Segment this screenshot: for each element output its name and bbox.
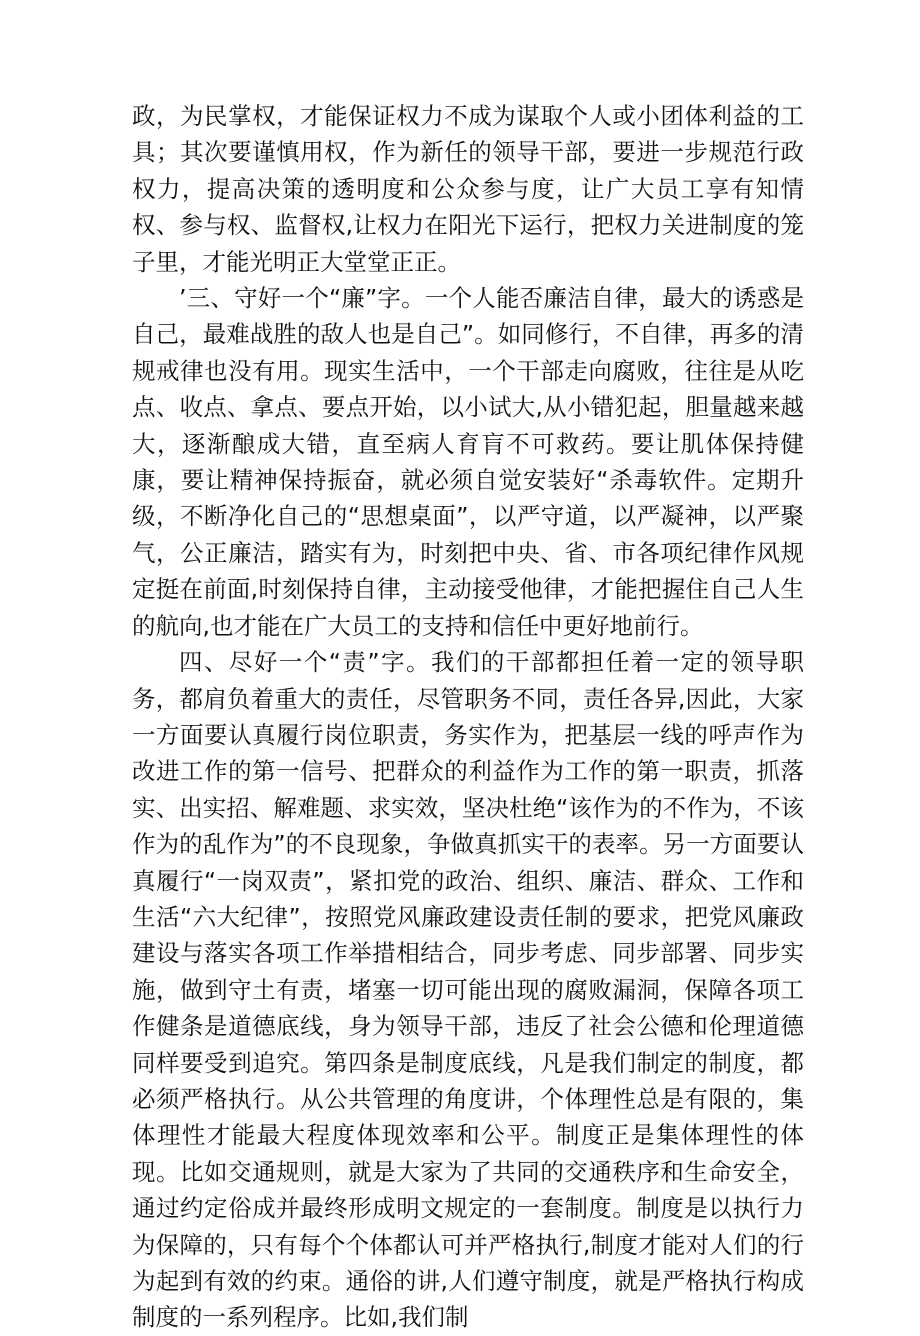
- document-body: [132, 98, 804, 1336]
- paragraph-1: 政，为民掌权，才能保证权力不成为谋取个人或小团体利益的工具；其次要谨慎用权，作为新任的领导干部，要进一步规范行政权力，提高决策的透明度和公众参与度，让广大员工享有知情权、参与权、监督权,让权力在阳光下运行，把权力关进制度的笼子里，才能光明正大堂堂正正。: [132, 102, 804, 276]
- paragraph-3-ze: 四、尽好一个“责”字。我们的干部都担任着一定的领导职务，都肩负着重大的责任，尽管职务不同，责任各异,因此，大家一方面要认真履行岗位职责，务实作为，把基层一线的呼声作为改进工作的第一信号、把群众的利益作为工作的第一职责，抓落实、出实招、解难题、求实效，坚决杜绝“该作为的不作为，不该作为的乱作为”的不良现象，争做真抓实干的表率。另一方面要认真履行“一岗双责”，紧扣党的政治、组织、廉洁、群众、工作和生活“六大纪律”，按照党风廉政建设责任制的要求，把党风廉政建设与落实各项工作举措相结合，同步考虑、同步部署、同步实施，做到守土有责，堵塞一切可能出现的腐败漏洞，保障各项工作健条是道德底线，身为领导干部，违反了社会公德和伦理道德同样要受到追究。第四条是制度底线，凡是我们制定的制度，都必须严格执行。从公共管理的角度讲，个体理性总是有限的，集体理性才能最大程度体现效率和公平。制度正是集体理性的体现。比如交通规则，就是大家为了共同的交通秩序和生命安全，通过约定俗成并最终形成明文规定的一套制度。制度是以执行力为保障的，只有每个个体都认可并严格执行,制度才能对人们的行为起到有效的约束。通俗的讲,人们遵守制度，就是严格执行构成制度的一系列程序。比如,我们制: [132, 648, 804, 1332]
- paragraph-2-lian: ’三、守好一个“廉”字。一个人能否廉洁自律，最大的诱惑是自己，最难战胜的敌人也是自己”。如同修行，不自律，再多的清规戒律也没有用。现实生活中，一个干部走向腐败，往往是从吃点、收点、拿点、要点开始，以小试大,从小错犯起，胆量越来越大，逐渐酿成大错，直至病人育肓不可救药。要让肌体保持健康，要让精神保持振奋，就必须自觉安装好“杀毒软件。定期升级，不断净化自己的“思想桌面”，以严守道，以严凝神，以严聚气，公正廉洁，踏实有为，时刻把中央、省、市各项纪律作风规定挺在前面,时刻保持自律，主动接受他律，才能把握住自己人生的航向,也才能在广大员工的支持和信任中更好地前行。: [132, 284, 804, 640]
